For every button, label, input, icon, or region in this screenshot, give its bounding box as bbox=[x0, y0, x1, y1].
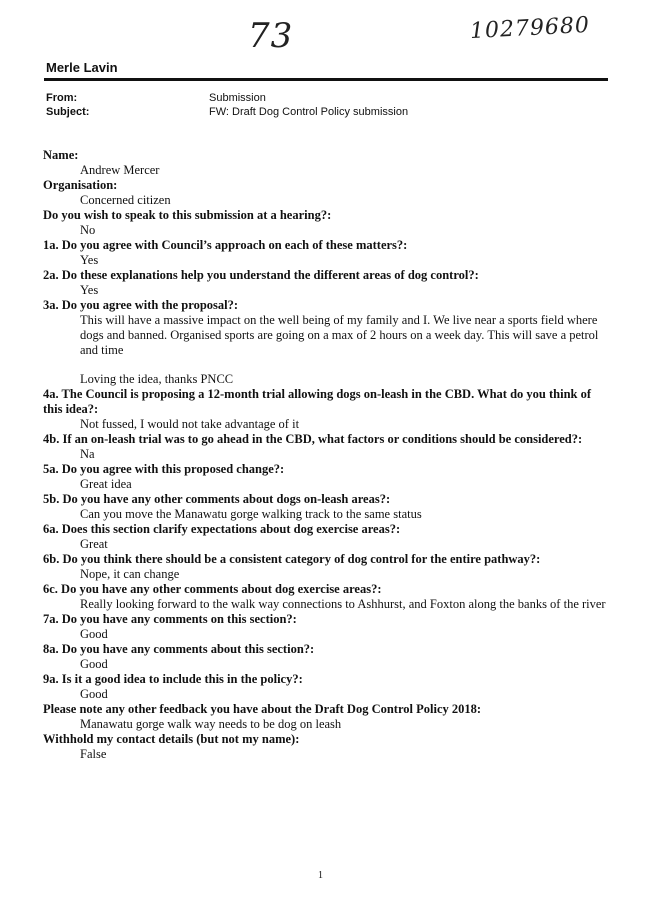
name-value: Andrew Mercer bbox=[80, 163, 160, 177]
question-6b: 6b. Do you think there should be a consistent category of dog control for the entire pathway?: bbox=[43, 552, 541, 566]
sender-name: Merle Lavin bbox=[46, 60, 118, 75]
answer-2a: Yes bbox=[80, 283, 99, 297]
subject-label: Subject: bbox=[46, 106, 90, 118]
answer-6c: Really looking forward to the walk way connections to Ashhurst, and Foxton along the banks of the river bbox=[80, 597, 606, 611]
withhold-answer: False bbox=[80, 747, 107, 761]
question-2a: 2a. Do these explanations help you understand the different areas of dog control?: bbox=[43, 268, 479, 282]
hearing-question: Do you wish to speak to this submission at a hearing?: bbox=[43, 208, 332, 222]
feedback-answer: Manawatu gorge walk way needs to be dog on leash bbox=[80, 717, 342, 731]
answer-3a-extra: Loving the idea, thanks PNCC bbox=[80, 372, 234, 386]
question-1a: 1a. Do you agree with Council’s approach on each of these matters?: bbox=[43, 238, 408, 252]
answer-9a: Good bbox=[80, 687, 108, 701]
answer-4b: Na bbox=[80, 447, 95, 461]
question-8a: 8a. Do you have any comments about this section?: bbox=[43, 642, 315, 656]
question-4b: 4b. If an on-leash trial was to go ahead in the CBD, what factors or conditions should be considered?: bbox=[43, 432, 583, 446]
header-divider bbox=[44, 78, 608, 81]
question-6a: 6a. Does this section clarify expectations about dog exercise areas?: bbox=[43, 522, 401, 536]
answer-3a: This will have a massive impact on the well being of my family and I. We live near a sports field where dogs and banned. Organised sports are going on a max of 2 hours on a week day. This will save a petrol and time bbox=[80, 313, 599, 357]
handwritten-record-id: 10279680 bbox=[469, 12, 591, 45]
answer-1a: Yes bbox=[80, 253, 99, 267]
question-7a: 7a. Do you have any comments on this section?: bbox=[43, 612, 297, 626]
answer-5a: Great idea bbox=[80, 477, 132, 491]
answer-6a: Great bbox=[80, 537, 108, 551]
question-5a: 5a. Do you agree with this proposed change?: bbox=[43, 462, 285, 476]
name-label: Name: bbox=[43, 148, 79, 162]
question-9a: 9a. Is it a good idea to include this in the policy?: bbox=[43, 672, 303, 686]
handwritten-number: 73 bbox=[248, 16, 294, 56]
feedback-question: Please note any other feedback you have about the Draft Dog Control Policy 2018: bbox=[43, 702, 482, 716]
answer-8a: Good bbox=[80, 657, 108, 671]
organisation-label: Organisation: bbox=[43, 178, 118, 192]
question-6c: 6c. Do you have any other comments about dog exercise areas?: bbox=[43, 582, 382, 596]
from-value: Submission bbox=[209, 92, 266, 104]
page-number: 1 bbox=[318, 870, 323, 881]
question-4a: 4a. The Council is proposing a 12-month trial allowing dogs on-leash in the CBD. What do you think of this idea?: bbox=[43, 387, 592, 416]
organisation-value: Concerned citizen bbox=[80, 193, 171, 207]
answer-7a: Good bbox=[80, 627, 108, 641]
answer-5b: Can you move the Manawatu gorge walking track to the same status bbox=[80, 507, 422, 521]
question-3a: 3a. Do you agree with the proposal?: bbox=[43, 298, 239, 312]
answer-6b: Nope, it can change bbox=[80, 567, 180, 581]
submission-form bbox=[43, 148, 611, 762]
withhold-question: Withhold my contact details (but not my name): bbox=[43, 732, 300, 746]
subject-value: FW: Draft Dog Control Policy submission bbox=[209, 106, 409, 118]
from-label: From: bbox=[46, 92, 78, 104]
question-5b: 5b. Do you have any other comments about dogs on-leash areas?: bbox=[43, 492, 391, 506]
answer-4a: Not fussed, I would not take advantage of it bbox=[80, 417, 300, 431]
hearing-answer: No bbox=[80, 223, 96, 237]
